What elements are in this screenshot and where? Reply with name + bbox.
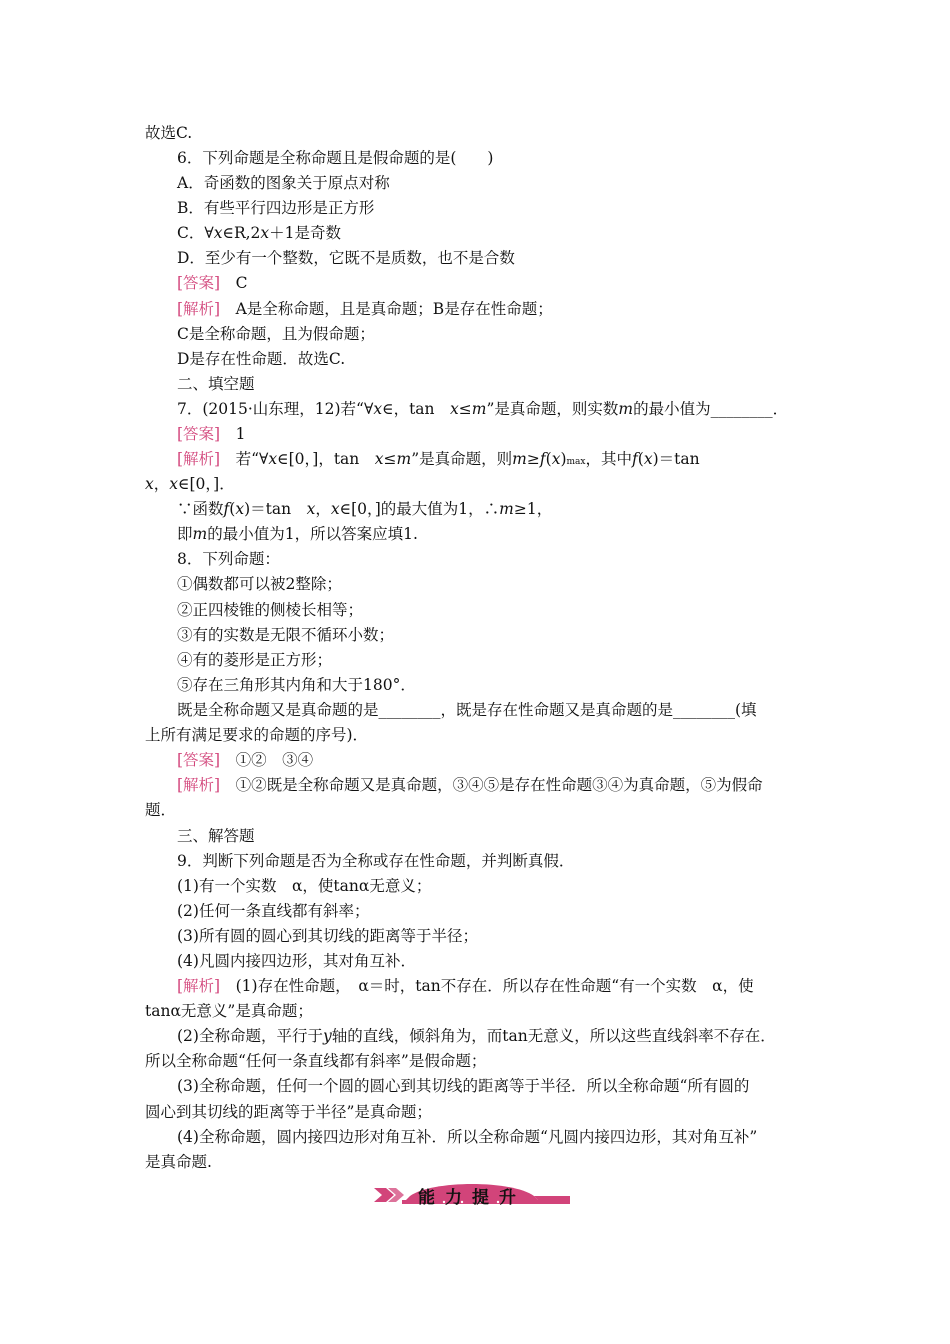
answer-tag: [答案] — [177, 425, 221, 443]
answer-tag: [答案] — [177, 751, 221, 769]
text-line: 所以全称命题“任何一条直线都有斜率”是假命题； — [145, 1052, 487, 1070]
text-line: tanα无意义”是真命题； — [145, 1002, 313, 1020]
list-item: ④有的菱形是正方形； — [177, 651, 333, 669]
analysis-tag: [解析] — [177, 977, 221, 995]
section-heading: 二、填空题 — [177, 375, 255, 393]
answer-line: [答案] 1 — [177, 425, 246, 443]
list-item: ③有的实数是无限不循环小数； — [177, 626, 395, 644]
answer-line: [答案] ①② ③④ — [177, 751, 314, 769]
answer-tag: [答案] — [177, 274, 221, 292]
list-item: (3)所有圆的圆心到其切线的距离等于半径； — [177, 927, 478, 945]
question-8: 8．下列命题： — [177, 550, 280, 568]
option-b: B．有些平行四边形是正方形 — [177, 199, 375, 217]
text-line: ∵函数f(x)＝tan x，x∈[0，]的最大值为1，∴m≥1， — [177, 500, 553, 518]
list-item: ②正四棱锥的侧棱长相等； — [177, 601, 364, 619]
question-6: 6．下列命题是全称命题且是假命题的是( ) — [177, 149, 494, 167]
analysis-tag: [解析] — [177, 450, 221, 468]
analysis-tag: [解析] — [177, 776, 221, 794]
list-item: (4)凡圆内接四边形，其对角互补． — [177, 952, 416, 970]
analysis-line: [解析] 若“∀x∈[0，]，tan x≤m”是真命题，则m≥f(x)max，其中f(x)＝tan — [177, 450, 700, 468]
text-line: 即m的最小值为1，所以答案应填1. — [177, 525, 418, 543]
list-item: ⑤存在三角形其内角和大于180°． — [177, 676, 416, 694]
analysis-tag: [解析] — [177, 300, 221, 318]
text-line: 圆心到其切线的距离等于半径”是真命题； — [145, 1103, 432, 1121]
text-line: 故选C. — [145, 124, 193, 142]
text-line: 题． — [145, 801, 177, 819]
text-line: x，x∈[0，]． — [145, 475, 235, 493]
option-a: A．奇函数的图象关于原点对称 — [177, 174, 390, 192]
option-d: D．至少有一个整数，它既不是质数，也不是合数 — [177, 249, 515, 267]
text-line: (3)全称命题，任何一个圆的圆心到其切线的距离等于半径．所以全称命题“所有圆的 — [177, 1077, 750, 1095]
list-item: (1)有一个实数 α，使tanα无意义； — [177, 877, 432, 895]
text-line: D是存在性命题．故选C. — [177, 350, 346, 368]
answer-line: [答案] C — [177, 274, 248, 292]
section-heading: 三、解答题 — [177, 827, 255, 845]
section-badge — [372, 1182, 572, 1208]
option-c: C．∀x∈R,2x＋1是奇数 — [177, 224, 342, 242]
analysis-line: [解析] (1)存在性命题， α＝时，tan不存在．所以存在性命题“有一个实数 α，使 — [177, 977, 754, 995]
text-line: 是真命题. — [145, 1153, 212, 1171]
badge-title: 能力提升 — [418, 1188, 526, 1208]
list-item: (2)任何一条直线都有斜率； — [177, 902, 370, 920]
analysis-line: [解析] ①②既是全称命题又是真命题，③④⑤是存在性命题③④为真命题，⑤为假命 — [177, 776, 763, 794]
analysis-line: [解析] A是全称命题，且是真命题；B是存在性命题； — [177, 300, 553, 318]
text-line: (2)全称命题，平行于y轴的直线，倾斜角为，而tan无意义，所以这些直线斜率不存在． — [177, 1027, 776, 1045]
text-line: (4)全称命题，圆内接四边形对角互补．所以全称命题“凡圆内接四边形，其对角互补” — [177, 1128, 758, 1146]
list-item: ①偶数都可以被2整除； — [177, 575, 342, 593]
text-line: 既是全称命题又是真命题的是________，既是存在性命题又是真命题的是________(填 — [177, 701, 757, 719]
question-7: 7．(2015·山东理，12)若“∀x∈，tan x≤m”是真命题，则实数m的最小值为________． — [177, 400, 789, 418]
text-line: 上所有满足要求的命题的序号)． — [145, 726, 369, 744]
text-line: C是全称命题，且为假命题； — [177, 325, 375, 343]
question-9: 9．判断下列命题是否为全称或存在性命题，并判断真假． — [177, 852, 575, 870]
